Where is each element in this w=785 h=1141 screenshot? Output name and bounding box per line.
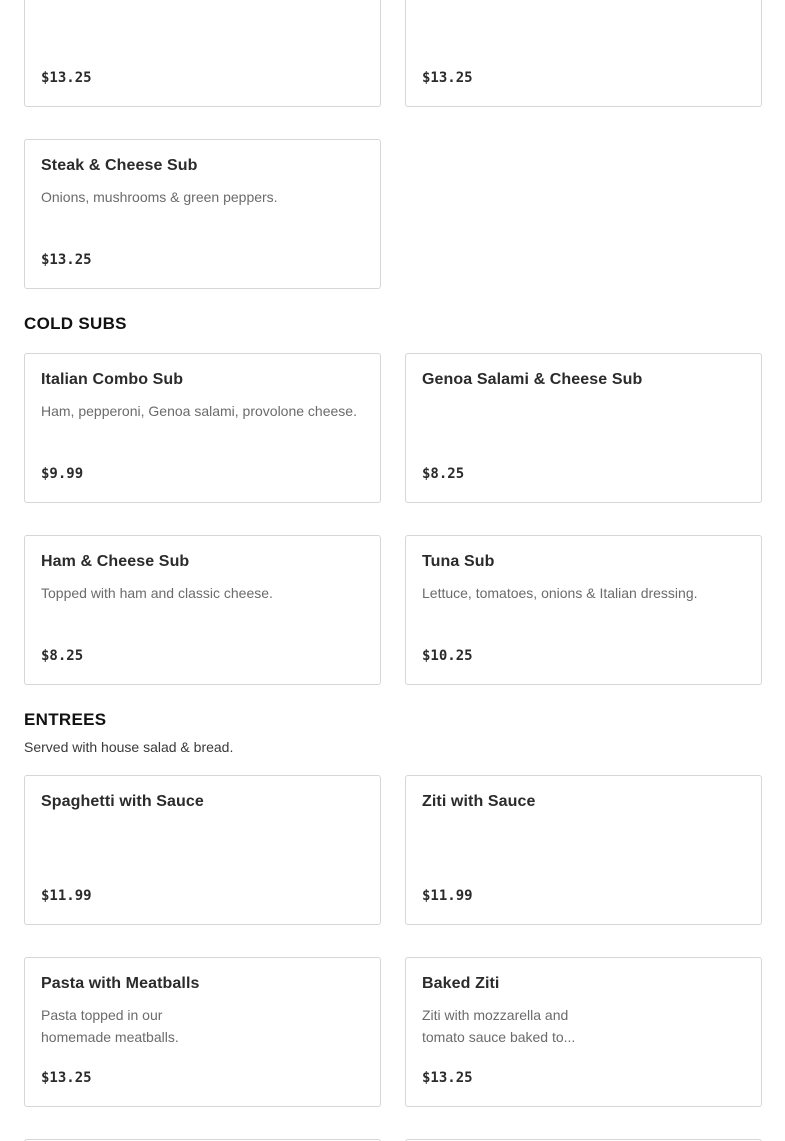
section-subtitle: Served with house salad & bread. <box>24 739 234 755</box>
item-price: $9.99 <box>41 466 84 482</box>
item-description: Pasta topped in our homemade meatballs. <box>41 1007 179 1045</box>
item-name: Genoa Salami & Cheese Sub <box>422 371 643 388</box>
item-name: Steak & Cheese Sub <box>41 157 198 174</box>
menu-item-card[interactable] <box>24 535 381 685</box>
item-price: $13.25 <box>41 1070 92 1086</box>
item-description: Lettuce, tomatoes, onions & Italian dressing. <box>422 585 698 601</box>
item-name: Baked Ziti <box>422 975 500 992</box>
item-description: Ham, pepperoni, Genoa salami, provolone cheese. <box>41 403 357 419</box>
item-price: $13.25 <box>422 70 473 86</box>
menu-item-card[interactable] <box>24 353 381 503</box>
item-description: Topped with ham and classic cheese. <box>41 585 273 601</box>
menu-item-card[interactable] <box>405 957 762 1107</box>
menu-item-card[interactable] <box>405 0 762 107</box>
item-price: $8.25 <box>41 648 84 664</box>
item-price: $8.25 <box>422 466 465 482</box>
menu-item-card[interactable] <box>405 775 762 925</box>
item-name: Italian Combo Sub <box>41 371 184 388</box>
item-name: Ziti with Sauce <box>422 793 536 810</box>
menu-item-card[interactable] <box>24 139 381 289</box>
item-name: Spaghetti with Sauce <box>41 793 204 810</box>
section-title: ENTREES <box>24 710 107 729</box>
item-price: $11.99 <box>41 888 92 904</box>
item-price: $13.25 <box>41 252 92 268</box>
item-name: Pasta with Meatballs <box>41 975 200 992</box>
item-price: $13.25 <box>41 70 92 86</box>
menu-item-card[interactable] <box>24 775 381 925</box>
item-price: $13.25 <box>422 1070 473 1086</box>
menu-item-card[interactable] <box>405 353 762 503</box>
item-name: Tuna Sub <box>422 553 495 570</box>
menu-item-card[interactable] <box>24 957 381 1107</box>
menu-item-card[interactable] <box>24 0 381 107</box>
item-description: Ziti with mozzarella and tomato sauce baked to... <box>422 1007 576 1045</box>
item-price: $10.25 <box>422 648 473 664</box>
item-price: $11.99 <box>422 888 473 904</box>
item-name: Ham & Cheese Sub <box>41 553 190 570</box>
section-title: COLD SUBS <box>24 314 127 333</box>
item-description: Onions, mushrooms & green peppers. <box>41 189 278 205</box>
menu-item-card[interactable] <box>405 535 762 685</box>
